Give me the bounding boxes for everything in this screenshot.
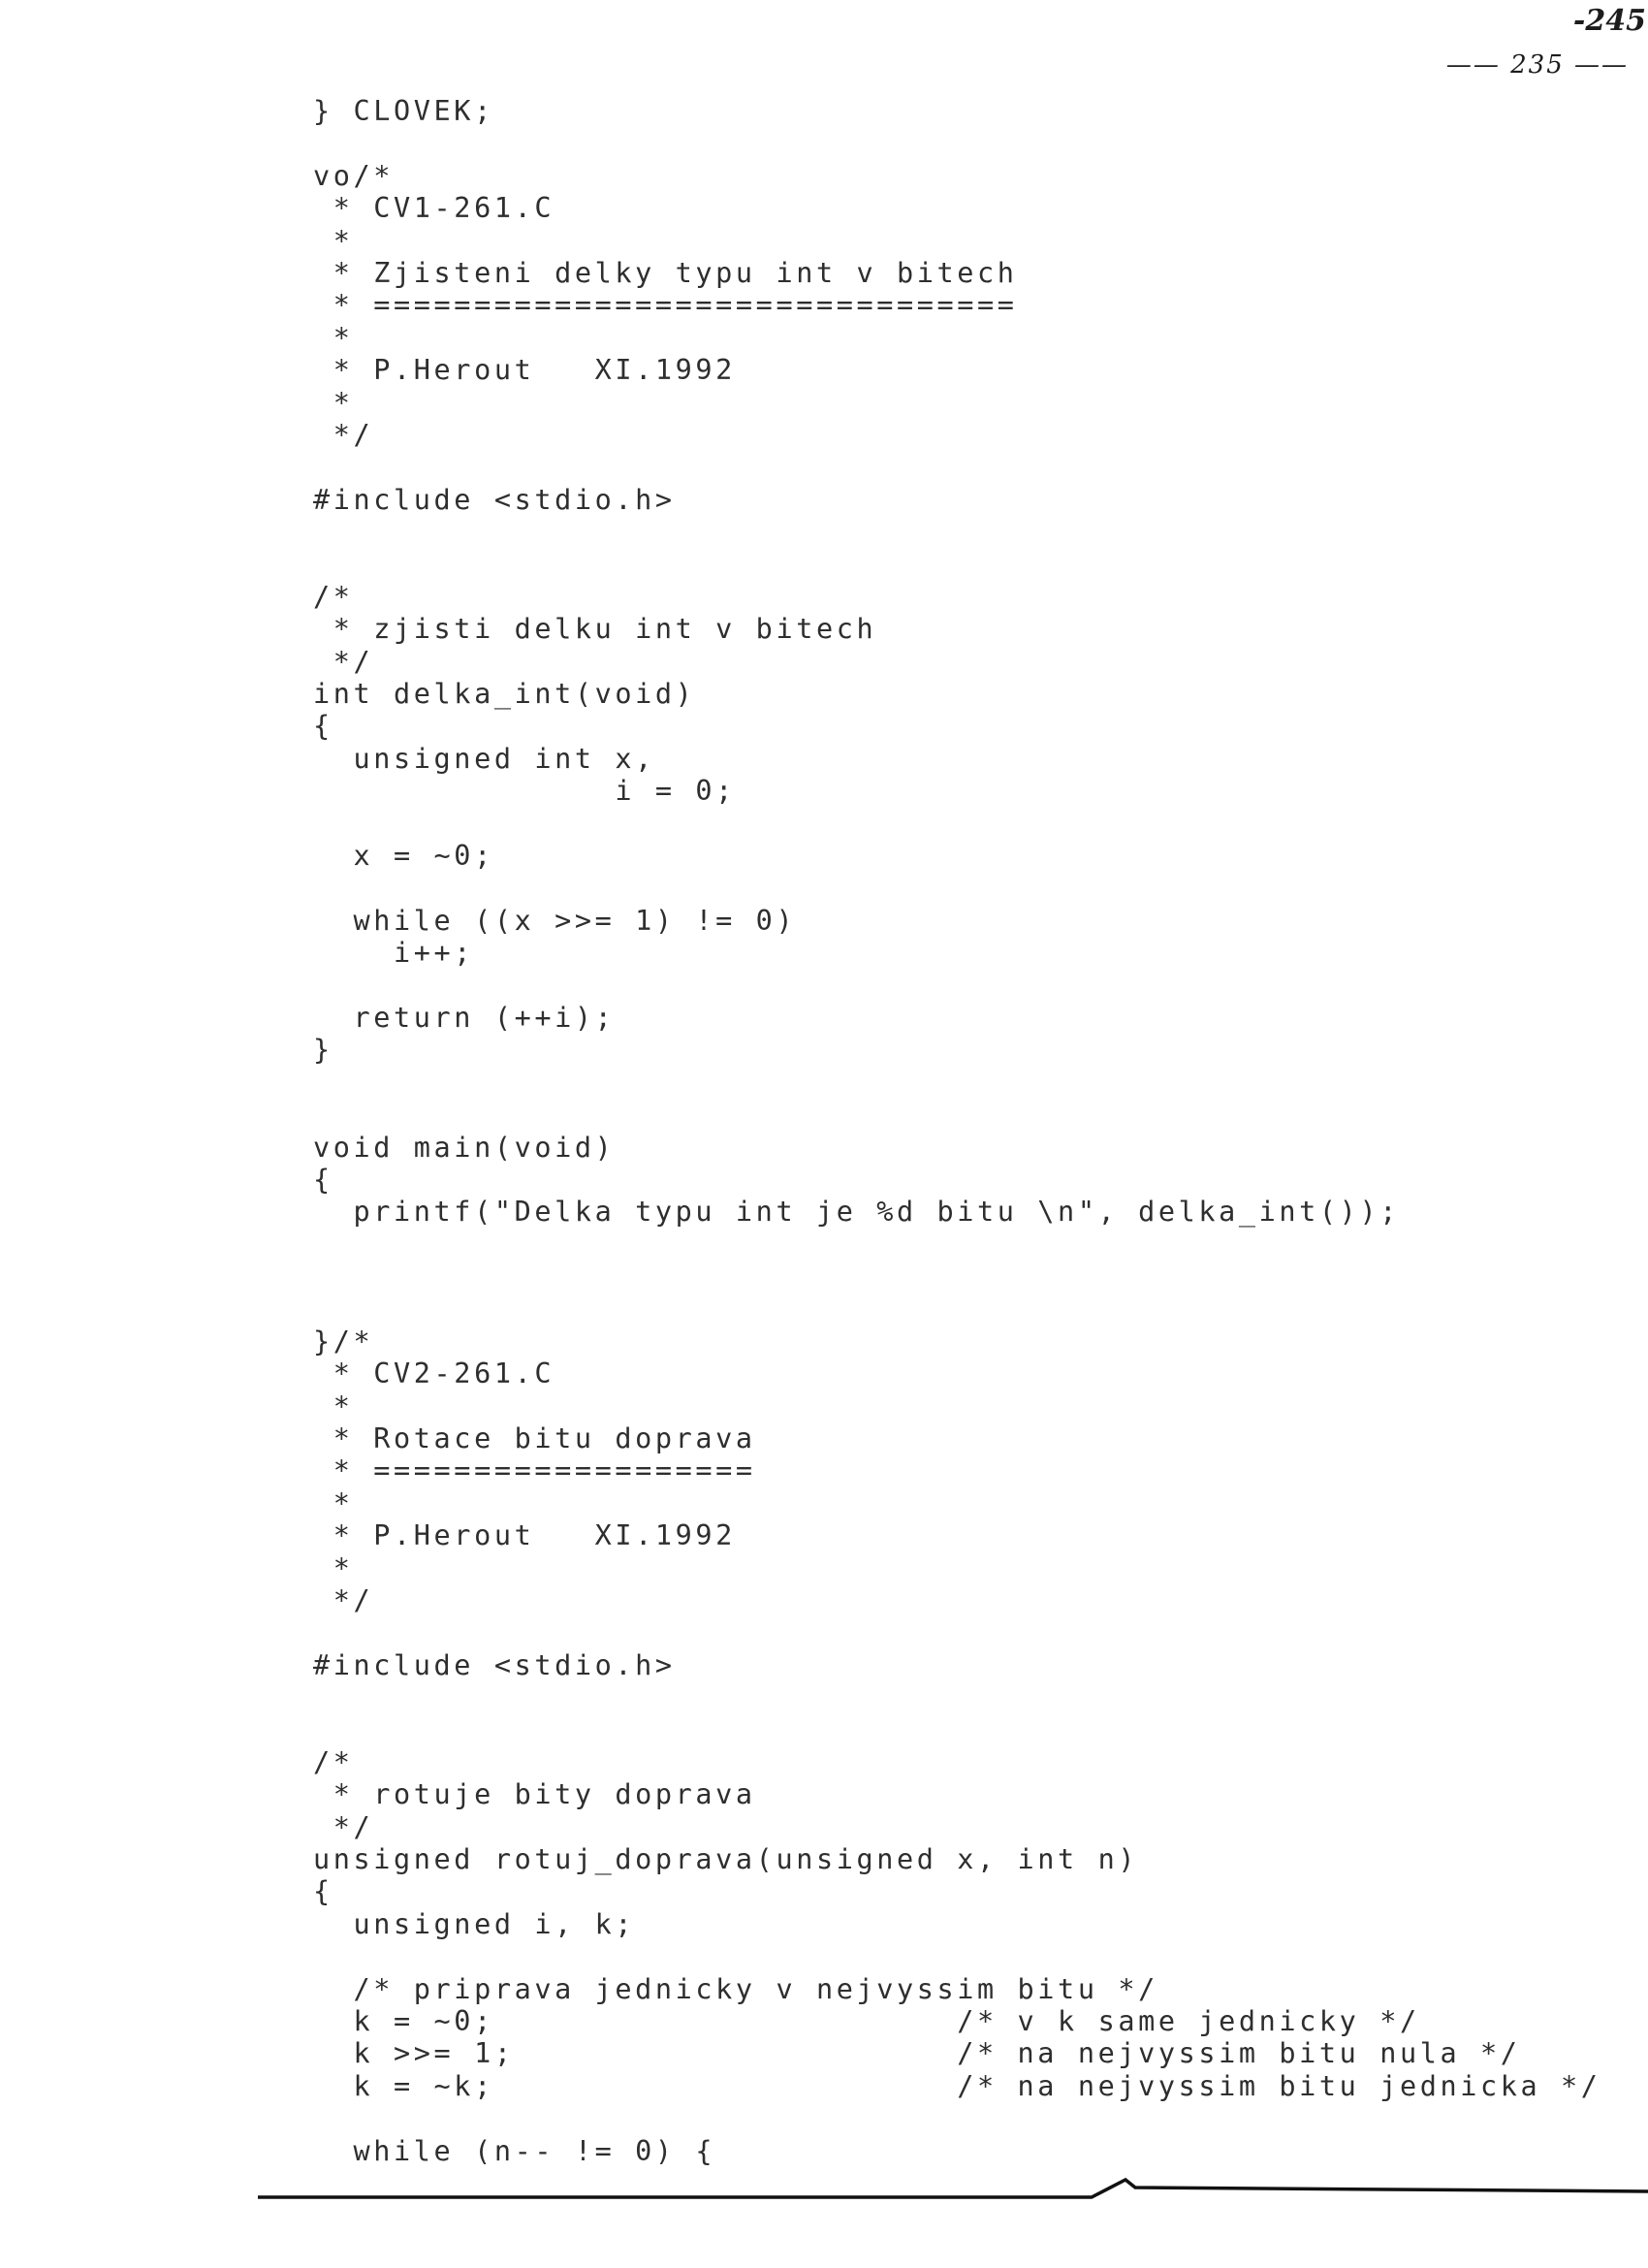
code-line: */ bbox=[313, 1810, 374, 1843]
code-line: } bbox=[313, 1034, 333, 1067]
code-line: vo/* bbox=[313, 159, 395, 192]
code-line bbox=[313, 808, 1601, 840]
code-line bbox=[313, 1067, 1601, 1099]
code-line: return (++i); bbox=[313, 1001, 616, 1034]
code-line bbox=[313, 1616, 1601, 1648]
code-line: * CV1-261.C bbox=[313, 192, 555, 225]
code-line: int delka_int(void) bbox=[313, 678, 696, 711]
code-line: k >>= 1; /* na nejvyssim bitu nula */ bbox=[313, 2037, 1521, 2070]
code-line: printf("Delka typu int je %d bitu \n", delka_int()); bbox=[313, 1196, 1400, 1229]
code-line bbox=[313, 1714, 1601, 1746]
code-line: { bbox=[313, 1875, 333, 1908]
code-line: * Rotace bitu doprava bbox=[313, 1422, 756, 1455]
code-line: */ bbox=[313, 645, 374, 678]
code-line: /* priprava jednicky v nejvyssim bitu */ bbox=[313, 1972, 1158, 2005]
code-line: /* bbox=[313, 1745, 354, 1778]
code-line: * bbox=[313, 386, 354, 419]
code-line: * ================================ bbox=[313, 289, 1018, 322]
code-line: * Zjisteni delky typu int v bitech bbox=[313, 256, 1018, 289]
code-line: * bbox=[313, 321, 354, 354]
code-line: unsigned int x, bbox=[313, 742, 655, 775]
code-line: i = 0; bbox=[313, 775, 736, 808]
code-line: unsigned i, k; bbox=[313, 1907, 636, 1940]
code-line: * =================== bbox=[313, 1454, 756, 1487]
code-line bbox=[313, 548, 1601, 580]
code-line bbox=[313, 2102, 1601, 2134]
code-line: * bbox=[313, 1390, 354, 1422]
code-line: * CV2-261.C bbox=[313, 1358, 555, 1390]
code-line: #include <stdio.h> bbox=[313, 1648, 676, 1681]
code-line: */ bbox=[313, 418, 374, 451]
code-line bbox=[313, 451, 1601, 483]
code-line: } CLOVEK; bbox=[313, 95, 494, 127]
code-line: #include <stdio.h> bbox=[313, 483, 676, 516]
code-line: while (n-- != 0) { bbox=[313, 2134, 716, 2167]
code-line: * bbox=[313, 224, 354, 257]
code-line: { bbox=[313, 710, 333, 743]
code-line: * rotuje bity doprava bbox=[313, 1778, 756, 1811]
code-line bbox=[313, 127, 1601, 159]
page-number-handwritten: -245 bbox=[1572, 4, 1646, 38]
code-line bbox=[313, 1229, 1601, 1261]
code-line bbox=[313, 1261, 1601, 1293]
code-line bbox=[313, 516, 1601, 548]
page-number-printed: —— 235 —— bbox=[1445, 50, 1629, 80]
code-listing bbox=[313, 95, 1601, 2167]
bottom-rule bbox=[258, 2174, 1648, 2203]
code-line: */ bbox=[313, 1583, 374, 1616]
code-line: * bbox=[313, 1551, 354, 1584]
code-line: x = ~0; bbox=[313, 839, 494, 872]
code-line: /* bbox=[313, 580, 354, 613]
code-line: }/* bbox=[313, 1325, 374, 1358]
code-line: i++; bbox=[313, 937, 475, 970]
code-line bbox=[313, 1293, 1601, 1325]
code-line bbox=[313, 872, 1601, 904]
code-line bbox=[313, 1099, 1601, 1131]
code-line: k = ~k; /* na nejvyssim bitu jednicka */ bbox=[313, 2069, 1601, 2102]
code-line: { bbox=[313, 1163, 333, 1196]
code-line: while ((x >>= 1) != 0) bbox=[313, 904, 797, 937]
code-line: k = ~0; /* v k same jednicky */ bbox=[313, 2005, 1420, 2038]
code-line: * zjisti delku int v bitech bbox=[313, 613, 877, 646]
code-line: unsigned rotuj_doprava(unsigned x, int n) bbox=[313, 1843, 1139, 1876]
code-line: * P.Herout XI.1992 bbox=[313, 1519, 736, 1552]
code-line bbox=[313, 970, 1601, 1002]
code-line: void main(void) bbox=[313, 1131, 616, 1164]
code-line bbox=[313, 1940, 1601, 1972]
code-line: * P.Herout XI.1992 bbox=[313, 354, 736, 387]
code-line bbox=[313, 1681, 1601, 1713]
code-line: * bbox=[313, 1486, 354, 1519]
